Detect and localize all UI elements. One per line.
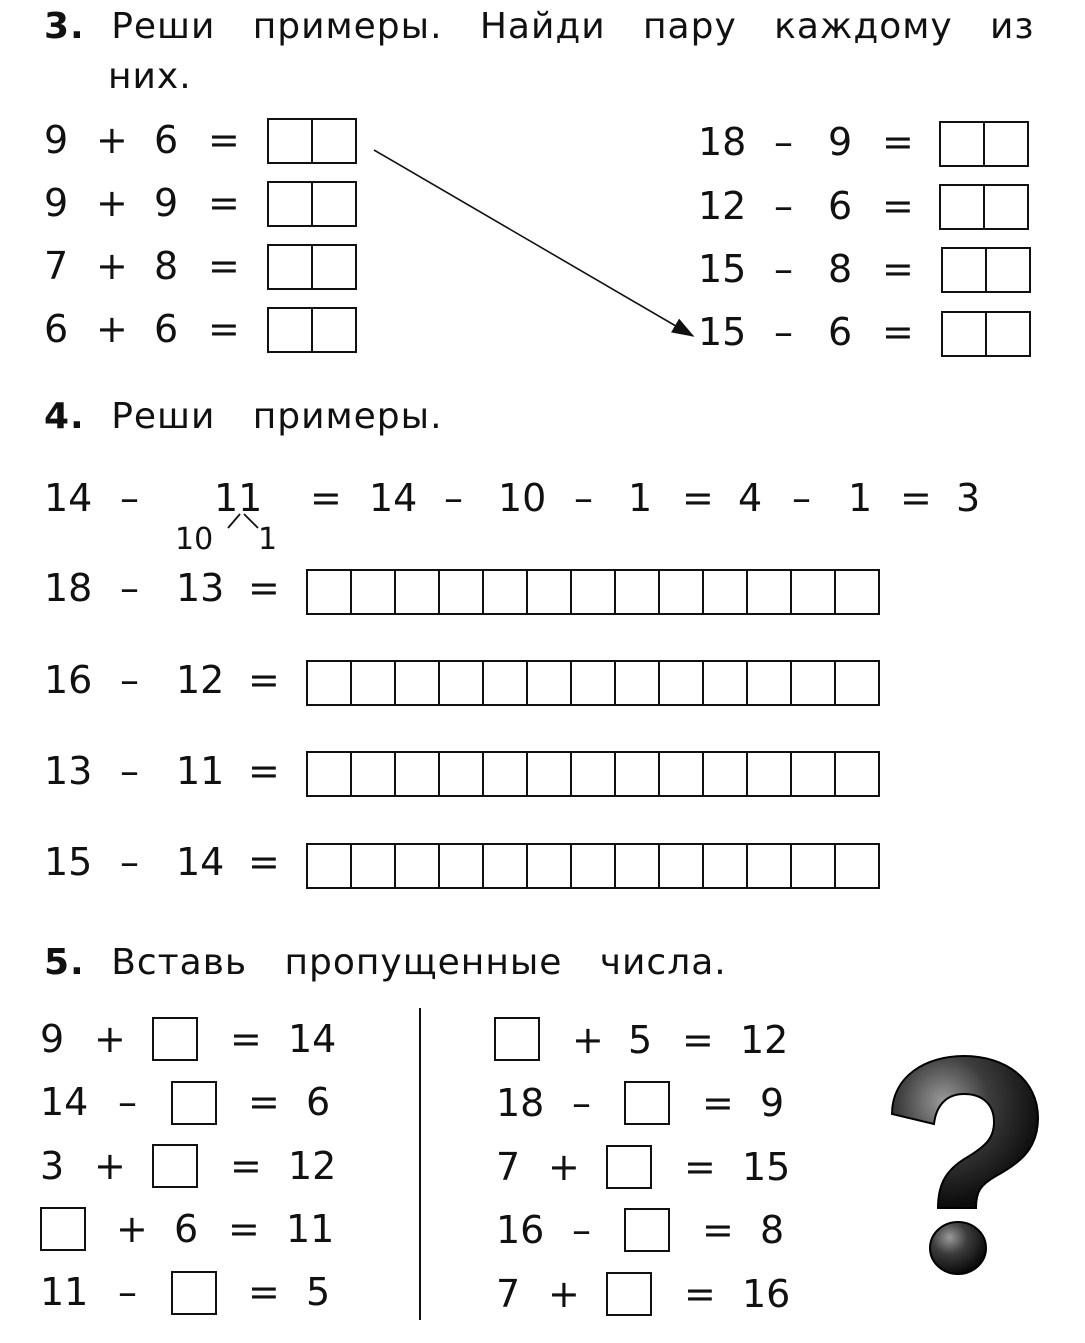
missing-number-box[interactable] bbox=[171, 1271, 217, 1315]
task4-example: 14 – 11 = 14 – 10 – 1 = 4 – 1 = 3 bbox=[44, 476, 981, 520]
column-divider bbox=[419, 1008, 421, 1320]
answer-grid[interactable] bbox=[306, 660, 880, 706]
task5-title: Вставь пропущенные числа. bbox=[111, 942, 727, 983]
missing-number-box[interactable] bbox=[624, 1208, 670, 1252]
missing-number-box[interactable] bbox=[171, 1081, 217, 1125]
task4-title: Реши примеры. bbox=[111, 396, 443, 437]
answer-grid[interactable] bbox=[306, 569, 880, 615]
split-left: 10 bbox=[175, 522, 214, 557]
missing-number-box[interactable] bbox=[606, 1272, 652, 1316]
task4-heading bbox=[44, 396, 443, 437]
task3-title-line2: них. bbox=[108, 56, 192, 97]
task3-title: Реши примеры. Найди пару каждому из bbox=[111, 6, 1035, 47]
task3-number: 3. bbox=[44, 6, 85, 47]
task4-number: 4. bbox=[44, 396, 85, 437]
missing-number-box[interactable] bbox=[624, 1081, 670, 1125]
task5-number: 5. bbox=[44, 942, 85, 983]
task5-heading bbox=[44, 942, 727, 983]
missing-number-box[interactable] bbox=[152, 1017, 198, 1061]
missing-number-box[interactable] bbox=[152, 1144, 198, 1188]
pair-arrow bbox=[0, 0, 1085, 400]
answer-grid[interactable] bbox=[306, 751, 880, 797]
answer-grid[interactable] bbox=[306, 843, 880, 889]
split-right: 1 bbox=[258, 522, 278, 557]
missing-number-box[interactable] bbox=[40, 1207, 86, 1251]
missing-number-box[interactable] bbox=[606, 1145, 652, 1189]
question-mark-icon bbox=[878, 1052, 1048, 1282]
missing-number-box[interactable] bbox=[494, 1017, 540, 1061]
